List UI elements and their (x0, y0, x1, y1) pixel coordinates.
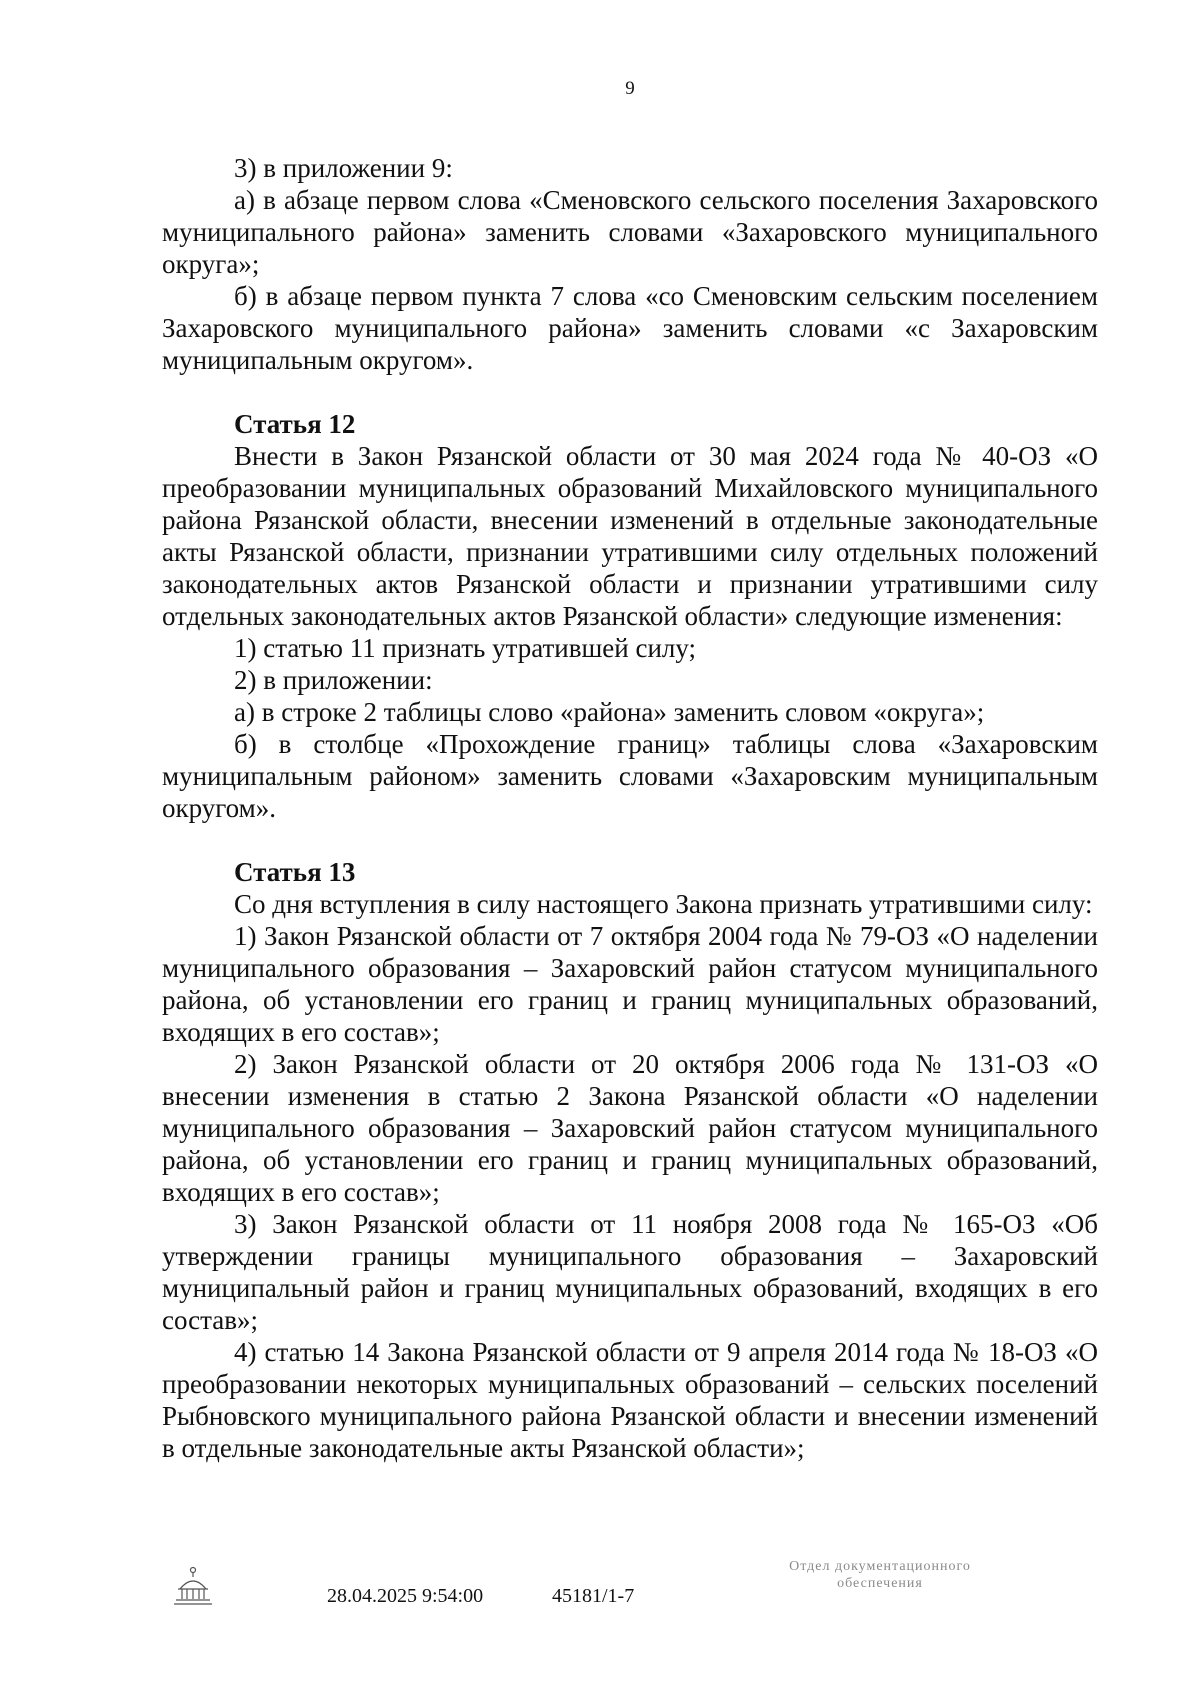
paragraph: 3) в приложении 9: (234, 153, 453, 183)
paragraph: б) в абзаце первом пункта 7 слова «со Сменовским сельским поселением Захаровского муниципального района» заменить словами «с Захаровским муниципальным округом». (162, 281, 1098, 375)
paragraph: 2) Закон Рязанской области от 20 октября 2006 года № 131-ОЗ «О внесении изменения в статью 2 Закона Рязанской области «О наделении муниципального образования – Захаровский район статусом муниципального района, об установлении его границ и границ муниципальных образований, входящих в его состав»; (162, 1049, 1098, 1207)
section-gap (162, 824, 1098, 856)
paragraph: б) в столбце «Прохождение границ» таблицы слова «Захаровским муниципальным районом» заменить словами «Захаровским муниципальным округом». (162, 729, 1098, 823)
footer-department-stamp (730, 1558, 1030, 1592)
paragraph: 4) статью 14 Закона Рязанской области от 9 апреля 2014 года № 18-ОЗ «О преобразовании некоторых муниципальных образований – сельских поселений Рыбновского муниципального района Рязанской области и внесении изменений в отдельные законодательные акты Рязанской области»; (162, 1337, 1098, 1463)
paragraph: 3) Закон Рязанской области от 11 ноября 2008 года № 165-ОЗ «Об утверждении границы муниципального образования – Захаровский муниципальный район и границ муниципальных образований, входящих в его состав»; (162, 1209, 1098, 1335)
footer-document-code: 45181/1-7 (552, 1585, 635, 1607)
footer-timestamp: 28.04.2025 9:54:00 (327, 1585, 484, 1607)
paragraph: 2) в приложении: (234, 665, 433, 695)
paragraph: Внести в Закон Рязанской области от 30 мая 2024 года № 40-ОЗ «О преобразовании муниципальных образований Михайловского муниципального района Рязанской области, внесении изменений в отдельные законодательные акты Рязанской области, признании утратившими силу отдельных положений законодательных актов Рязанской области и признании утратившими силу отдельных законодательных актов Рязанской области» следующие изменения: (162, 441, 1098, 631)
article-heading: Статья 12 (234, 409, 356, 439)
section-gap (162, 376, 1098, 408)
paragraph: Со дня вступления в силу настоящего Закона признать утратившими силу: (234, 889, 1093, 919)
paragraph: а) в абзаце первом слова «Сменовского сельского поселения Захаровского муниципального района» заменить словами «Захаровского муниципального округа»; (162, 185, 1098, 279)
article-heading: Статья 13 (234, 857, 356, 887)
paragraph: 1) Закон Рязанской области от 7 октября 2004 года № 79-ОЗ «О наделении муниципального образования – Захаровский район статусом муниципального района, об установлении его границ и границ муниципальных образований, входящих в его состав»; (162, 921, 1098, 1047)
department-line-2: обеспечения (837, 1576, 923, 1591)
paragraph: а) в строке 2 таблицы слово «района» заменить словом «округа»; (234, 697, 985, 727)
page-number: 9 (625, 78, 635, 99)
paragraph: 1) статью 11 признать утратившей силу; (234, 633, 697, 663)
department-line-1: Отдел документационного (789, 1559, 971, 1574)
duma-emblem-icon (172, 1565, 214, 1609)
document-body (162, 152, 1098, 1464)
